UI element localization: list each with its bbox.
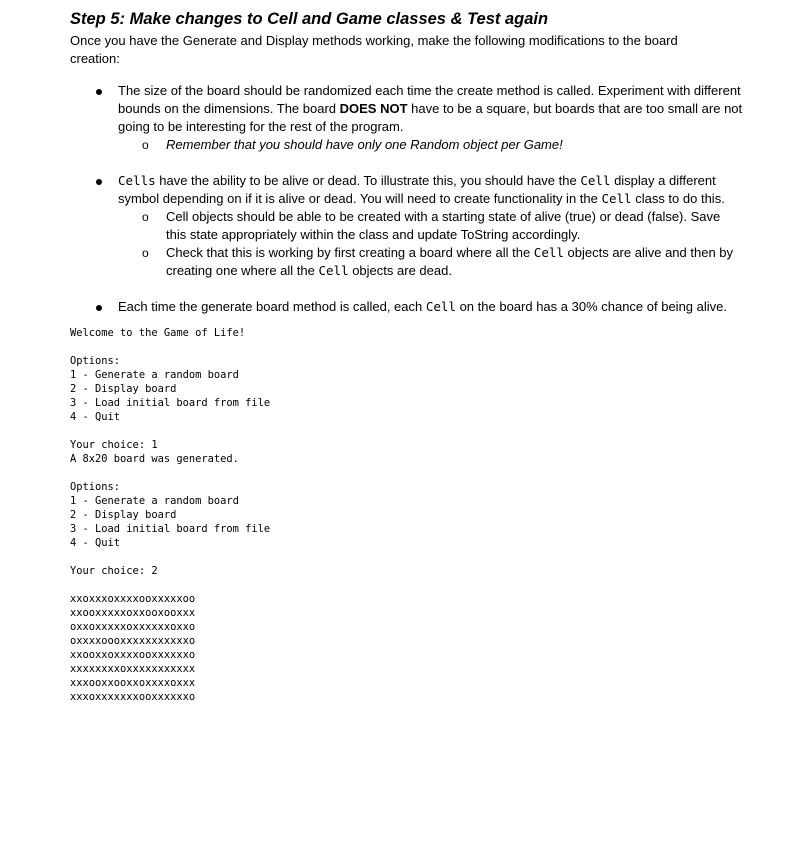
board-grid (70, 592, 760, 704)
board-row: xxoxxxoxxxxooxxxxxoo (70, 593, 196, 605)
sub-point-text: Check that this is working by first creating a board where all the (166, 245, 534, 260)
sub-bullet-icon: o (142, 246, 149, 260)
console-choice: Your choice: 2 (70, 565, 158, 577)
code-term: Cell (425, 299, 456, 314)
requirement-alive-chance (118, 298, 743, 316)
requirement-text: on the board has a 30% chance of being alive. (455, 299, 727, 314)
board-row: xxxxxxxxoxxxxxxxxxxx (70, 663, 196, 675)
bullet-icon (96, 305, 102, 311)
sub-point-text: objects are alive and then by creating one where all the (166, 245, 734, 278)
console-option: 4 - Quit (70, 537, 121, 549)
sub-point-check-working (142, 244, 741, 280)
requirement-text: Each time the generate board method is called, each (118, 299, 426, 314)
console-option: 3 - Load initial board from file (70, 523, 271, 535)
console-option: 2 - Display board (70, 383, 177, 395)
console-choice: Your choice: 1 (70, 439, 158, 451)
console-welcome: Welcome to the Game of Life! (70, 327, 246, 339)
sub-point-random-object (142, 136, 741, 154)
console-option: 1 - Generate a random board (70, 495, 239, 507)
console-option: 3 - Load initial board from file (70, 397, 271, 409)
requirement-text: have the ability to be alive or dead. To illustrate this, you should have the (155, 173, 581, 188)
console-option: 1 - Generate a random board (70, 369, 239, 381)
requirement-text: have to be a square, but boards that are too small are not going to be interesting for the rest of the program. (118, 101, 743, 134)
code-term: Cells (118, 173, 156, 188)
requirement-text: The size of the board should be randomized each time the create method is called. Experiment with different bounds on the dimensions. The board (118, 83, 741, 116)
bullet-icon (96, 89, 102, 95)
requirement-alive-dead (118, 172, 743, 280)
sub-bullet-icon: o (142, 138, 149, 152)
board-row: xxxoxxxxxxxooxxxxxxo (70, 691, 196, 703)
code-term: Cell (580, 173, 611, 188)
requirement-random-size (118, 82, 743, 154)
board-row: xxooxxoxxxxooxxxxxxo (70, 649, 196, 661)
intro-paragraph: Once you have the Generate and Display methods working, make the following modifications to the board creation: (70, 33, 678, 66)
console-option: 4 - Quit (70, 411, 121, 423)
sub-bullet-icon: o (142, 210, 149, 224)
sub-point-text: Remember that you should have only one Random object per Game! (166, 137, 563, 152)
bullet-icon (96, 179, 102, 185)
console-output (70, 326, 760, 704)
code-term: Cell (601, 191, 632, 206)
requirement-text: display a different symbol depending on if it is alive or dead. You will need to create functionality in the (118, 173, 716, 206)
requirement-text: class to do this. (631, 191, 725, 206)
document-page (70, 8, 760, 704)
sub-point-text: Cell objects should be able to be created with a starting state of alive (true) or dead (false). Save this state appropriately within the class and update ToString accordingly. (166, 209, 721, 242)
console-option: 2 - Display board (70, 509, 177, 521)
code-term: Cell (533, 245, 564, 260)
console-options-label: Options: (70, 481, 121, 493)
board-row: oxxxxoooxxxxxxxxxxxo (70, 635, 196, 647)
board-row: oxxoxxxxxoxxxxxxoxxo (70, 621, 196, 633)
requirements-list (70, 82, 760, 316)
requirement-emphasis: DOES NOT (339, 101, 408, 116)
sub-point-starting-state (142, 208, 741, 244)
sub-point-text: objects are dead. (348, 263, 452, 278)
console-generated-message: A 8x20 board was generated. (70, 453, 239, 465)
board-row: xxxooxxooxxoxxxxoxxx (70, 677, 196, 689)
step-heading: Step 5: Make changes to Cell and Game classes & Test again (70, 10, 549, 28)
board-row: xxooxxxxxoxxooxooxxx (70, 607, 196, 619)
console-options-label: Options: (70, 355, 121, 367)
code-term: Cell (318, 263, 349, 278)
